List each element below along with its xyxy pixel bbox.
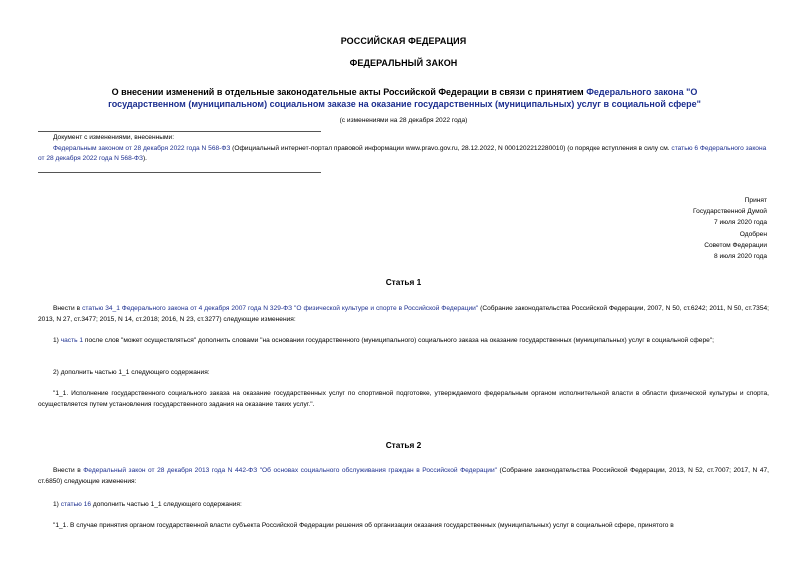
article2-p1-text-b: (Собрание законодательства Российской Федерации, 2013, N 52, ст.7007; 2017, N 47, ст.6850) следующие изменения: xyxy=(38,467,770,485)
article2-p2-text-a: 1) xyxy=(53,501,61,508)
changes-text-2: ). xyxy=(142,155,147,162)
title-link[interactable]: Федерального закона "О государственном (муниципальном) социальном заказе на оказание государственных (муниципальных) услуг в социальной сфере" xyxy=(108,87,701,109)
article2-heading: Статья 2 xyxy=(385,440,422,450)
article1-p2-text-a: 1) xyxy=(53,337,61,344)
changes-heading: Документ с изменениями, внесенными: xyxy=(53,134,175,141)
changes-block xyxy=(38,133,773,165)
document-title xyxy=(72,86,737,110)
article1-paragraph-3: 2) дополнить частью 1_1 следующего содержания: xyxy=(53,369,210,376)
article2-link-article16[interactable]: статью 16 xyxy=(60,501,92,508)
changes-link-article6[interactable]: статью 6 Федерального закона от 28 декабря 2022 года N 568-ФЗ xyxy=(38,144,767,162)
divider-bottom xyxy=(38,172,321,173)
article1-paragraph-4: "1_1. Исполнение государственного социального заказа на оказание государственных услуг по спортивной подготовке, утверждаемого федеральным органом исполнительной власти в области физической культуры и спорта, осуществляется путем установления государственного задания на оказание таких услуг.". xyxy=(38,390,769,408)
changes-text xyxy=(38,144,773,165)
article2-link-442fz[interactable]: Федеральный закон от 28 декабря 2013 года N 442-ФЗ "Об основах социального обслуживания граждан в Российской Федерации" xyxy=(83,467,498,474)
article1-link-329fz[interactable]: статью 34_1 Федерального закона от 4 декабря 2007 года N 329-ФЗ "О физической культуре и спорте в Российской Федерации" xyxy=(82,305,479,312)
duma-date: 7 июля 2020 года xyxy=(713,219,767,227)
adoption-block xyxy=(693,195,767,262)
law-type-heading: ФЕДЕРАЛЬНЫЙ ЗАКОН xyxy=(349,58,458,68)
article1-link-part1[interactable]: часть 1 xyxy=(60,337,84,344)
council-label: Советом Федерации xyxy=(704,241,767,249)
title-text: О внесении изменений в отдельные законодательные акты Российской Федерации в связи с принятием xyxy=(111,87,587,97)
country-heading: РОССИЙСКАЯ ФЕДЕРАЦИЯ xyxy=(340,36,467,46)
article2-paragraph-3: "1_1. В случае принятия органом государственной власти субъекта Российской Федерации решения об организации оказания государственных (муниципальных) услуг в социальной сфере, принятого в xyxy=(53,522,674,529)
edition-note: (с изменениями на 28 декабря 2022 года) xyxy=(339,117,468,124)
article2-p1-text-a: Внести в xyxy=(53,467,84,474)
duma-label: Государственной Думой xyxy=(693,208,767,216)
article1-p1-text-a: Внести в xyxy=(53,305,83,312)
article1-p1-text-b: (Собрание законодательства Российской Федерации, 2007, N 50, ст.6242; 2011, N 50, ст.7354; 2013, N 27, ст.3477; 2015, N 14, ст.2018; 2016, N 23, ст.3277) следующие изменения: xyxy=(38,305,769,323)
council-date: 8 июля 2020 года xyxy=(713,253,767,261)
article1-p2-text-b: после слов "может осуществляться" дополнить словами "на основании государственного (муниципального) социального заказа на оказание государственных (муниципальных) услуг в социальной сфере"; xyxy=(83,337,714,344)
article2-paragraph-1 xyxy=(38,466,769,487)
changes-text-1: (Официальный интернет-портал правовой информации www.pravo.gov.ru, 28.12.2022, N 0001202212280010) (о порядке вступления в силу см. xyxy=(230,144,672,152)
article1-heading: Статья 1 xyxy=(385,277,422,287)
article1-paragraph-2 xyxy=(38,336,769,347)
divider-top xyxy=(38,131,321,132)
article2-paragraph-2 xyxy=(38,500,769,511)
accepted-label: Принят xyxy=(744,197,767,204)
article2-p2-text-b: дополнить частью 1_1 следующего содержания: xyxy=(91,501,242,508)
approved-label: Одобрен xyxy=(739,230,767,238)
article1-paragraph-1 xyxy=(38,304,769,325)
changes-link-568[interactable]: Федеральным законом от 28 декабря 2022 года N 568-ФЗ xyxy=(53,144,231,152)
